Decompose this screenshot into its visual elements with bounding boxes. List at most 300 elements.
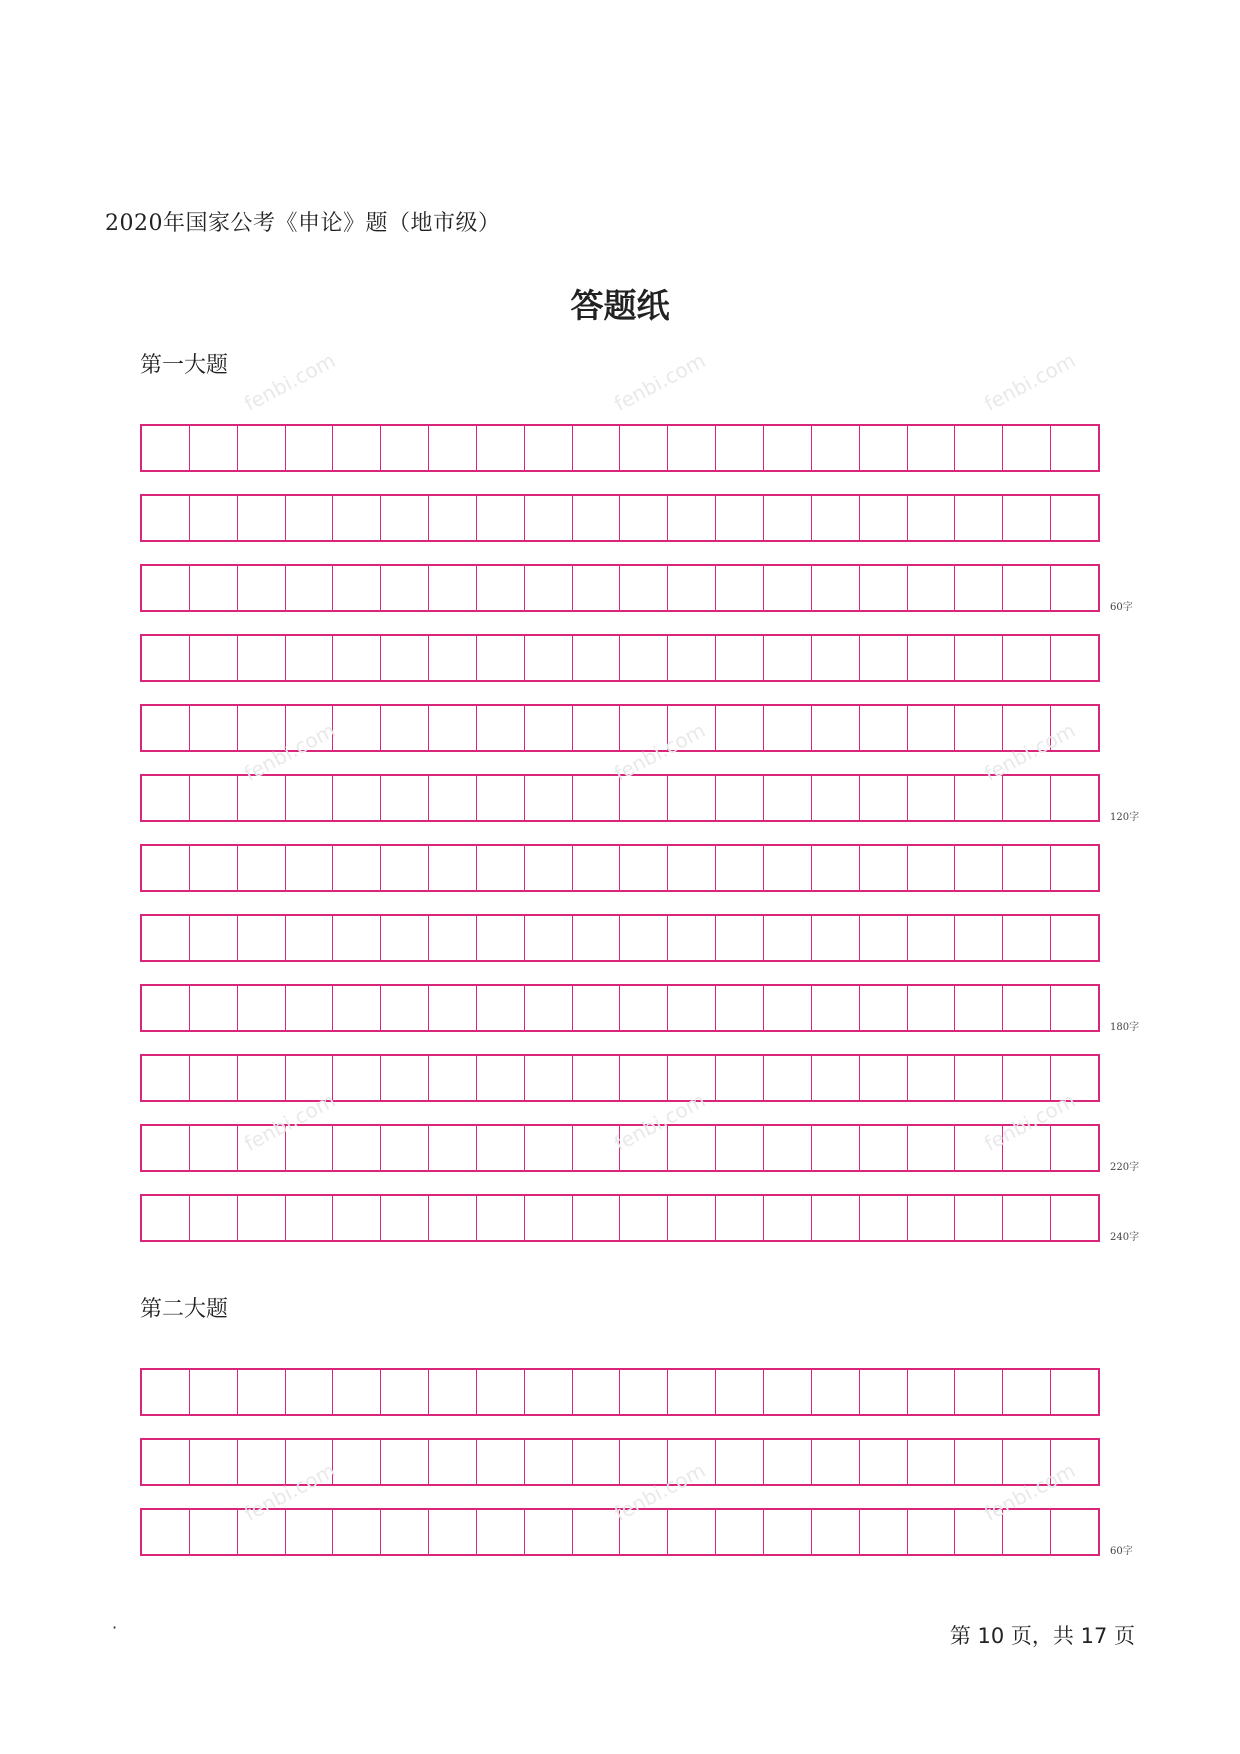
answer-cell[interactable]	[190, 566, 238, 610]
answer-cell[interactable]	[190, 846, 238, 890]
answer-cell[interactable]	[1003, 1510, 1051, 1554]
answer-cell[interactable]	[908, 1510, 956, 1554]
answer-cell[interactable]	[1003, 846, 1051, 890]
answer-cell[interactable]	[238, 636, 286, 680]
answer-cell[interactable]	[190, 706, 238, 750]
answer-cell[interactable]	[1003, 1056, 1051, 1100]
answer-cell[interactable]	[381, 566, 429, 610]
answer-cell[interactable]	[333, 426, 381, 470]
answer-cell[interactable]	[333, 1440, 381, 1484]
answer-cell[interactable]	[525, 846, 573, 890]
answer-cell[interactable]	[620, 1370, 668, 1414]
answer-cell[interactable]	[190, 1440, 238, 1484]
answer-cell[interactable]	[908, 496, 956, 540]
answer-cell[interactable]	[286, 776, 334, 820]
answer-cell[interactable]	[1051, 1126, 1098, 1170]
answer-cell[interactable]	[286, 1440, 334, 1484]
answer-cell[interactable]	[812, 636, 860, 680]
answer-cell[interactable]	[573, 1196, 621, 1240]
answer-cell[interactable]	[238, 776, 286, 820]
answer-cell[interactable]	[238, 986, 286, 1030]
answer-cell[interactable]	[716, 846, 764, 890]
answer-cell[interactable]	[716, 916, 764, 960]
answer-grid-row[interactable]	[140, 914, 1100, 962]
answer-cell[interactable]	[573, 706, 621, 750]
answer-cell[interactable]	[333, 1196, 381, 1240]
answer-cell[interactable]	[1051, 846, 1098, 890]
answer-cell[interactable]	[908, 566, 956, 610]
answer-cell[interactable]	[190, 1370, 238, 1414]
answer-cell[interactable]	[142, 1510, 190, 1554]
answer-cell[interactable]	[812, 1370, 860, 1414]
answer-cell[interactable]	[908, 1196, 956, 1240]
answer-cell[interactable]	[429, 496, 477, 540]
answer-cell[interactable]	[955, 916, 1003, 960]
answer-cell[interactable]	[812, 566, 860, 610]
answer-cell[interactable]	[764, 1056, 812, 1100]
answer-cell[interactable]	[860, 1056, 908, 1100]
answer-cell[interactable]	[477, 776, 525, 820]
answer-cell[interactable]	[238, 1196, 286, 1240]
answer-grid-row[interactable]	[140, 774, 1100, 822]
answer-cell[interactable]	[238, 566, 286, 610]
answer-cell[interactable]	[525, 496, 573, 540]
answer-cell[interactable]	[286, 846, 334, 890]
answer-cell[interactable]	[955, 566, 1003, 610]
answer-cell[interactable]	[908, 776, 956, 820]
answer-cell[interactable]	[333, 496, 381, 540]
answer-cell[interactable]	[860, 426, 908, 470]
answer-cell[interactable]	[716, 1126, 764, 1170]
answer-cell[interactable]	[955, 776, 1003, 820]
answer-cell[interactable]	[381, 426, 429, 470]
answer-cell[interactable]	[333, 1370, 381, 1414]
answer-cell[interactable]	[525, 426, 573, 470]
answer-cell[interactable]	[525, 916, 573, 960]
answer-cell[interactable]	[477, 916, 525, 960]
answer-cell[interactable]	[381, 916, 429, 960]
answer-cell[interactable]	[477, 1510, 525, 1554]
answer-cell[interactable]	[620, 706, 668, 750]
answer-cell[interactable]	[142, 426, 190, 470]
answer-cell[interactable]	[142, 1440, 190, 1484]
answer-cell[interactable]	[955, 706, 1003, 750]
answer-cell[interactable]	[860, 1196, 908, 1240]
answer-cell[interactable]	[955, 1510, 1003, 1554]
answer-cell[interactable]	[238, 496, 286, 540]
answer-cell[interactable]	[812, 1196, 860, 1240]
answer-cell[interactable]	[333, 566, 381, 610]
answer-cell[interactable]	[477, 1370, 525, 1414]
answer-cell[interactable]	[525, 776, 573, 820]
answer-cell[interactable]	[668, 986, 716, 1030]
answer-cell[interactable]	[573, 916, 621, 960]
answer-cell[interactable]	[1003, 1440, 1051, 1484]
answer-cell[interactable]	[525, 566, 573, 610]
answer-cell[interactable]	[573, 986, 621, 1030]
answer-cell[interactable]	[429, 1196, 477, 1240]
answer-cell[interactable]	[620, 1196, 668, 1240]
answer-cell[interactable]	[1051, 1440, 1098, 1484]
answer-cell[interactable]	[381, 1196, 429, 1240]
answer-cell[interactable]	[429, 566, 477, 610]
answer-cell[interactable]	[812, 1056, 860, 1100]
answer-cell[interactable]	[812, 1510, 860, 1554]
answer-cell[interactable]	[620, 1056, 668, 1100]
answer-cell[interactable]	[716, 986, 764, 1030]
answer-cell[interactable]	[764, 706, 812, 750]
answer-cell[interactable]	[812, 706, 860, 750]
answer-cell[interactable]	[620, 566, 668, 610]
answer-cell[interactable]	[525, 1510, 573, 1554]
answer-grid-row[interactable]	[140, 1054, 1100, 1102]
answer-cell[interactable]	[668, 1370, 716, 1414]
answer-cell[interactable]	[764, 426, 812, 470]
answer-cell[interactable]	[764, 1196, 812, 1240]
answer-cell[interactable]	[477, 1126, 525, 1170]
answer-cell[interactable]	[477, 496, 525, 540]
answer-cell[interactable]	[429, 1370, 477, 1414]
answer-cell[interactable]	[381, 1510, 429, 1554]
answer-cell[interactable]	[1051, 1510, 1098, 1554]
answer-cell[interactable]	[1003, 496, 1051, 540]
answer-cell[interactable]	[190, 1196, 238, 1240]
answer-cell[interactable]	[860, 916, 908, 960]
answer-cell[interactable]	[573, 636, 621, 680]
answer-cell[interactable]	[764, 776, 812, 820]
answer-cell[interactable]	[764, 1510, 812, 1554]
answer-cell[interactable]	[764, 1126, 812, 1170]
answer-grid-row[interactable]	[140, 634, 1100, 682]
answer-cell[interactable]	[190, 1126, 238, 1170]
answer-cell[interactable]	[333, 1056, 381, 1100]
answer-cell[interactable]	[1051, 1196, 1098, 1240]
answer-cell[interactable]	[573, 496, 621, 540]
answer-cell[interactable]	[1003, 426, 1051, 470]
answer-cell[interactable]	[668, 426, 716, 470]
answer-cell[interactable]	[142, 496, 190, 540]
answer-cell[interactable]	[238, 916, 286, 960]
answer-cell[interactable]	[955, 426, 1003, 470]
answer-cell[interactable]	[955, 1370, 1003, 1414]
answer-cell[interactable]	[477, 1196, 525, 1240]
answer-cell[interactable]	[381, 986, 429, 1030]
answer-cell[interactable]	[429, 706, 477, 750]
answer-cell[interactable]	[812, 846, 860, 890]
answer-cell[interactable]	[764, 846, 812, 890]
answer-cell[interactable]	[477, 426, 525, 470]
answer-cell[interactable]	[333, 1510, 381, 1554]
answer-cell[interactable]	[620, 986, 668, 1030]
answer-cell[interactable]	[955, 1196, 1003, 1240]
answer-cell[interactable]	[142, 846, 190, 890]
answer-cell[interactable]	[477, 706, 525, 750]
answer-cell[interactable]	[525, 706, 573, 750]
answer-cell[interactable]	[190, 636, 238, 680]
answer-grid-row[interactable]	[140, 1194, 1100, 1242]
answer-cell[interactable]	[668, 1196, 716, 1240]
answer-cell[interactable]	[716, 1056, 764, 1100]
answer-cell[interactable]	[1051, 636, 1098, 680]
answer-cell[interactable]	[381, 846, 429, 890]
answer-cell[interactable]	[525, 986, 573, 1030]
answer-cell[interactable]	[286, 1126, 334, 1170]
answer-cell[interactable]	[381, 1370, 429, 1414]
answer-cell[interactable]	[620, 1440, 668, 1484]
answer-cell[interactable]	[525, 1196, 573, 1240]
answer-cell[interactable]	[860, 566, 908, 610]
answer-cell[interactable]	[955, 496, 1003, 540]
answer-cell[interactable]	[333, 986, 381, 1030]
answer-cell[interactable]	[142, 636, 190, 680]
answer-cell[interactable]	[286, 1056, 334, 1100]
answer-cell[interactable]	[860, 1510, 908, 1554]
answer-cell[interactable]	[1051, 426, 1098, 470]
answer-cell[interactable]	[286, 916, 334, 960]
answer-cell[interactable]	[668, 846, 716, 890]
answer-cell[interactable]	[142, 1056, 190, 1100]
answer-cell[interactable]	[764, 496, 812, 540]
answer-cell[interactable]	[1003, 566, 1051, 610]
answer-cell[interactable]	[190, 1056, 238, 1100]
answer-cell[interactable]	[668, 1056, 716, 1100]
answer-cell[interactable]	[668, 706, 716, 750]
answer-cell[interactable]	[286, 566, 334, 610]
answer-cell[interactable]	[525, 1370, 573, 1414]
answer-cell[interactable]	[1051, 1370, 1098, 1414]
answer-cell[interactable]	[477, 846, 525, 890]
answer-cell[interactable]	[286, 496, 334, 540]
answer-cell[interactable]	[812, 496, 860, 540]
answer-cell[interactable]	[860, 776, 908, 820]
answer-cell[interactable]	[860, 1126, 908, 1170]
answer-cell[interactable]	[142, 566, 190, 610]
answer-cell[interactable]	[1051, 916, 1098, 960]
answer-cell[interactable]	[573, 776, 621, 820]
answer-cell[interactable]	[716, 1370, 764, 1414]
answer-cell[interactable]	[429, 1440, 477, 1484]
answer-cell[interactable]	[716, 1440, 764, 1484]
answer-cell[interactable]	[1051, 986, 1098, 1030]
answer-cell[interactable]	[429, 636, 477, 680]
answer-cell[interactable]	[1051, 1056, 1098, 1100]
answer-cell[interactable]	[238, 1440, 286, 1484]
answer-cell[interactable]	[286, 1196, 334, 1240]
answer-cell[interactable]	[668, 916, 716, 960]
answer-cell[interactable]	[620, 1126, 668, 1170]
answer-cell[interactable]	[573, 1370, 621, 1414]
answer-cell[interactable]	[238, 706, 286, 750]
answer-cell[interactable]	[429, 1056, 477, 1100]
answer-cell[interactable]	[764, 916, 812, 960]
answer-cell[interactable]	[142, 916, 190, 960]
answer-cell[interactable]	[860, 846, 908, 890]
answer-cell[interactable]	[525, 636, 573, 680]
answer-cell[interactable]	[1051, 496, 1098, 540]
answer-cell[interactable]	[286, 636, 334, 680]
answer-cell[interactable]	[573, 1056, 621, 1100]
answer-cell[interactable]	[333, 846, 381, 890]
answer-cell[interactable]	[238, 1056, 286, 1100]
answer-grid-row[interactable]	[140, 984, 1100, 1032]
answer-cell[interactable]	[381, 1126, 429, 1170]
answer-cell[interactable]	[860, 986, 908, 1030]
answer-cell[interactable]	[860, 706, 908, 750]
answer-cell[interactable]	[668, 566, 716, 610]
answer-cell[interactable]	[142, 776, 190, 820]
answer-cell[interactable]	[190, 1510, 238, 1554]
answer-cell[interactable]	[238, 1126, 286, 1170]
answer-cell[interactable]	[668, 1440, 716, 1484]
answer-cell[interactable]	[142, 1126, 190, 1170]
answer-cell[interactable]	[860, 496, 908, 540]
answer-cell[interactable]	[716, 426, 764, 470]
answer-cell[interactable]	[238, 1510, 286, 1554]
answer-cell[interactable]	[1051, 776, 1098, 820]
answer-cell[interactable]	[908, 846, 956, 890]
answer-cell[interactable]	[333, 916, 381, 960]
answer-cell[interactable]	[190, 776, 238, 820]
answer-cell[interactable]	[142, 706, 190, 750]
answer-cell[interactable]	[573, 846, 621, 890]
answer-cell[interactable]	[908, 1126, 956, 1170]
answer-cell[interactable]	[716, 636, 764, 680]
answer-cell[interactable]	[620, 636, 668, 680]
answer-cell[interactable]	[668, 496, 716, 540]
answer-grid-row[interactable]	[140, 564, 1100, 612]
answer-cell[interactable]	[955, 1126, 1003, 1170]
answer-cell[interactable]	[190, 426, 238, 470]
answer-cell[interactable]	[1003, 776, 1051, 820]
answer-cell[interactable]	[716, 1510, 764, 1554]
answer-cell[interactable]	[286, 1370, 334, 1414]
answer-cell[interactable]	[812, 986, 860, 1030]
answer-cell[interactable]	[764, 1440, 812, 1484]
answer-cell[interactable]	[573, 1440, 621, 1484]
answer-grid-row[interactable]	[140, 844, 1100, 892]
answer-cell[interactable]	[668, 776, 716, 820]
answer-cell[interactable]	[333, 636, 381, 680]
answer-grid-row[interactable]	[140, 494, 1100, 542]
answer-cell[interactable]	[812, 426, 860, 470]
answer-cell[interactable]	[286, 1510, 334, 1554]
answer-cell[interactable]	[764, 566, 812, 610]
answer-cell[interactable]	[238, 426, 286, 470]
answer-cell[interactable]	[620, 1510, 668, 1554]
answer-cell[interactable]	[1051, 566, 1098, 610]
answer-cell[interactable]	[477, 1056, 525, 1100]
answer-cell[interactable]	[860, 1370, 908, 1414]
answer-cell[interactable]	[333, 776, 381, 820]
answer-cell[interactable]	[1003, 1126, 1051, 1170]
answer-grid-row[interactable]	[140, 424, 1100, 472]
answer-cell[interactable]	[429, 1510, 477, 1554]
answer-cell[interactable]	[620, 846, 668, 890]
answer-cell[interactable]	[381, 496, 429, 540]
answer-cell[interactable]	[955, 846, 1003, 890]
answer-cell[interactable]	[908, 1370, 956, 1414]
answer-cell[interactable]	[812, 1126, 860, 1170]
answer-cell[interactable]	[238, 846, 286, 890]
answer-cell[interactable]	[429, 426, 477, 470]
answer-cell[interactable]	[1003, 706, 1051, 750]
answer-cell[interactable]	[955, 1056, 1003, 1100]
answer-grid-row[interactable]	[140, 704, 1100, 752]
answer-cell[interactable]	[716, 566, 764, 610]
answer-cell[interactable]	[764, 986, 812, 1030]
answer-cell[interactable]	[812, 776, 860, 820]
answer-cell[interactable]	[1003, 1370, 1051, 1414]
answer-cell[interactable]	[525, 1126, 573, 1170]
answer-cell[interactable]	[908, 426, 956, 470]
answer-cell[interactable]	[429, 916, 477, 960]
answer-cell[interactable]	[190, 986, 238, 1030]
answer-cell[interactable]	[429, 846, 477, 890]
answer-grid-row[interactable]	[140, 1508, 1100, 1556]
answer-cell[interactable]	[238, 1370, 286, 1414]
answer-cell[interactable]	[381, 776, 429, 820]
answer-cell[interactable]	[620, 426, 668, 470]
answer-cell[interactable]	[525, 1056, 573, 1100]
answer-cell[interactable]	[573, 1126, 621, 1170]
answer-grid-row[interactable]	[140, 1438, 1100, 1486]
answer-cell[interactable]	[764, 1370, 812, 1414]
answer-cell[interactable]	[908, 986, 956, 1030]
answer-cell[interactable]	[955, 636, 1003, 680]
answer-cell[interactable]	[381, 636, 429, 680]
answer-cell[interactable]	[908, 916, 956, 960]
answer-cell[interactable]	[764, 636, 812, 680]
answer-cell[interactable]	[716, 706, 764, 750]
answer-cell[interactable]	[860, 1440, 908, 1484]
answer-cell[interactable]	[429, 1126, 477, 1170]
answer-cell[interactable]	[1003, 916, 1051, 960]
answer-cell[interactable]	[908, 1056, 956, 1100]
answer-cell[interactable]	[477, 1440, 525, 1484]
answer-cell[interactable]	[1003, 986, 1051, 1030]
answer-cell[interactable]	[716, 776, 764, 820]
answer-cell[interactable]	[908, 706, 956, 750]
answer-cell[interactable]	[573, 566, 621, 610]
answer-cell[interactable]	[908, 1440, 956, 1484]
answer-cell[interactable]	[812, 916, 860, 960]
answer-cell[interactable]	[573, 426, 621, 470]
answer-cell[interactable]	[620, 496, 668, 540]
answer-cell[interactable]	[812, 1440, 860, 1484]
answer-cell[interactable]	[1003, 1196, 1051, 1240]
answer-cell[interactable]	[668, 1510, 716, 1554]
answer-cell[interactable]	[955, 986, 1003, 1030]
answer-cell[interactable]	[381, 1440, 429, 1484]
answer-cell[interactable]	[1003, 636, 1051, 680]
answer-cell[interactable]	[142, 986, 190, 1030]
answer-cell[interactable]	[716, 496, 764, 540]
answer-cell[interactable]	[429, 986, 477, 1030]
answer-grid-row[interactable]	[140, 1368, 1100, 1416]
answer-cell[interactable]	[860, 636, 908, 680]
answer-cell[interactable]	[286, 986, 334, 1030]
answer-cell[interactable]	[333, 706, 381, 750]
answer-cell[interactable]	[333, 1126, 381, 1170]
answer-cell[interactable]	[477, 566, 525, 610]
answer-cell[interactable]	[286, 706, 334, 750]
answer-cell[interactable]	[381, 706, 429, 750]
answer-cell[interactable]	[908, 636, 956, 680]
answer-cell[interactable]	[1051, 706, 1098, 750]
answer-cell[interactable]	[190, 496, 238, 540]
answer-cell[interactable]	[142, 1196, 190, 1240]
answer-cell[interactable]	[286, 426, 334, 470]
